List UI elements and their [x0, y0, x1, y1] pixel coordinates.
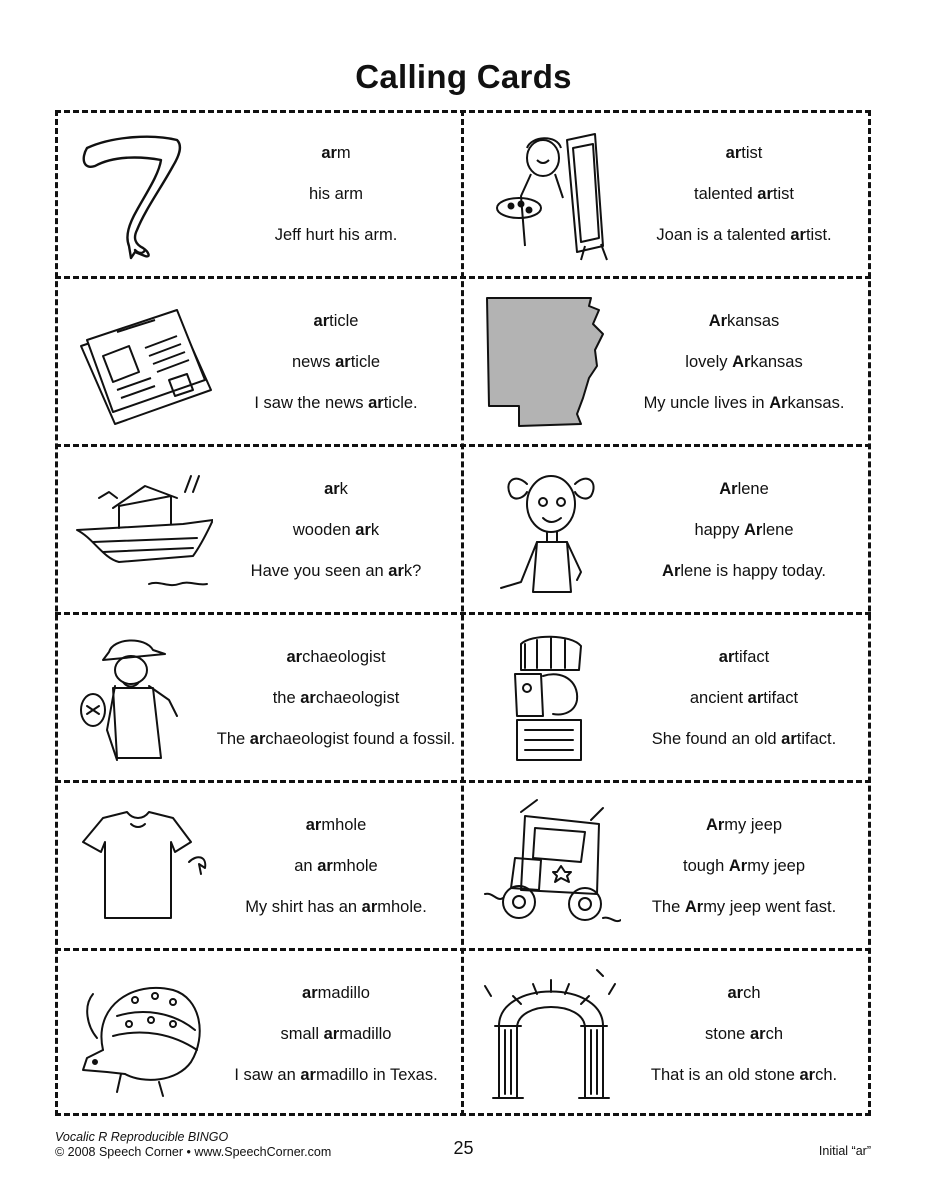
- phrase: his arm: [308, 184, 364, 203]
- phrase: the archaeologist: [272, 688, 400, 707]
- sentence: Joan is a talented artist.: [656, 225, 832, 244]
- page-number: 25: [453, 1138, 474, 1158]
- sentence: I saw an armadillo in Texas.: [234, 1065, 438, 1084]
- book-title: Vocalic R Reproducible BINGO: [55, 1130, 229, 1144]
- ark-icon: [73, 462, 213, 598]
- word: arch: [727, 983, 761, 1002]
- shirt-icon: [73, 798, 213, 934]
- copyright: © 2008 Speech Corner • www.SpeechCorner.com: [55, 1145, 332, 1159]
- phrase: news article: [291, 352, 381, 371]
- sentence: My uncle lives in Arkansas.: [643, 393, 845, 412]
- phrase: ancient artifact: [689, 688, 799, 707]
- sentence: The Army jeep went fast.: [651, 897, 837, 916]
- sentence: I saw the news article.: [254, 393, 418, 412]
- sentence: Arlene is happy today.: [662, 561, 826, 580]
- word: artifact: [718, 647, 770, 666]
- sentence: My shirt has an armhole.: [245, 897, 427, 916]
- card-armhole: [55, 782, 463, 950]
- arch-icon: [481, 966, 621, 1102]
- card-armadillo: [55, 950, 463, 1118]
- sentence: That is an old stone arch.: [650, 1065, 838, 1084]
- phrase: talented artist: [693, 184, 794, 203]
- girl-icon: [481, 462, 621, 598]
- word: arm: [321, 143, 351, 162]
- jeep-icon: [481, 798, 621, 934]
- page-title: Calling Cards: [355, 58, 572, 95]
- word: article: [313, 311, 359, 330]
- word: archaeologist: [286, 647, 386, 666]
- phrase: happy Arlene: [694, 520, 794, 539]
- phrase: an armhole: [294, 856, 378, 875]
- section-label: Initial “ar”: [818, 1144, 871, 1158]
- phrase: tough Army jeep: [683, 856, 805, 875]
- arkansas-map-icon: [481, 294, 621, 430]
- word: Army jeep: [705, 815, 783, 834]
- armadillo-icon: [73, 966, 213, 1102]
- word: artist: [725, 143, 763, 162]
- card-archaeologist: [55, 614, 463, 782]
- card-arm: [55, 110, 463, 278]
- sentence: Jeff hurt his arm.: [274, 225, 398, 244]
- arm-icon: [73, 126, 213, 262]
- card-army-jeep: [463, 782, 871, 950]
- word: Arlene: [719, 479, 769, 498]
- word: Arkansas: [708, 311, 780, 330]
- phrase: wooden ark: [292, 520, 380, 539]
- card-arch: [463, 950, 871, 1118]
- phrase: lovely Arkansas: [685, 352, 803, 371]
- sentence: She found an old artifact.: [651, 729, 837, 748]
- archaeologist-icon: [73, 630, 213, 766]
- sentence: Have you seen an ark?: [250, 561, 422, 580]
- word: armadillo: [302, 983, 370, 1002]
- phrase: stone arch: [705, 1024, 783, 1043]
- newspaper-icon: [73, 294, 213, 430]
- card-arlene: [463, 446, 871, 614]
- word: ark: [324, 479, 348, 498]
- card-artist: [463, 110, 871, 278]
- artist-icon: [481, 126, 621, 262]
- calling-cards-grid: [55, 110, 871, 1116]
- sentence: The archaeologist found a fossil.: [216, 729, 456, 748]
- card-article: [55, 278, 463, 446]
- card-arkansas: [463, 278, 871, 446]
- artifact-icon: [481, 630, 621, 766]
- card-artifact: [463, 614, 871, 782]
- card-ark: [55, 446, 463, 614]
- word: armhole: [305, 815, 367, 834]
- phrase: small armadillo: [280, 1024, 392, 1043]
